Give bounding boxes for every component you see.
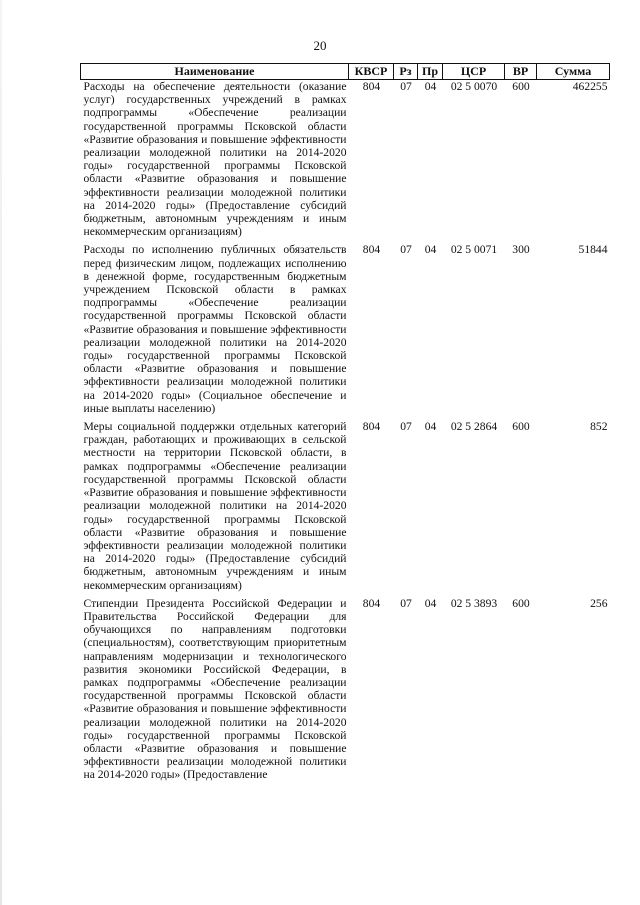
cell-name: Расходы по исполнению публичных обязательств перед физическим лицом, подлежащих исполнению в денежной форме, государственным бюджетным учреждением Псковской области в рамках подпрограммы «Обеспечение реализации государственной программы Псковской области «Развитие образования и повышение эффективности реализации молодежной политики на 2014-2020 годы» государственной программы Псковской области «Развитие образования и повышение эффективности реализации молодежной политики на 2014-2020 годы» (Социальное обеспечение и иные выплаты населению) <box>83 243 347 415</box>
cell-vr: 600 <box>512 420 530 434</box>
cell-vr: 300 <box>512 243 530 257</box>
cell-vr: 600 <box>512 596 530 610</box>
cell-name: Меры социальной поддержки отдельных категорий граждан, работающих и проживающих в сельской местности на территории Псковской области, в рамках подпрограммы «Обеспечение реализации государственной программы Псковской области «Развитие образования и повышение эффективности реализации молодежной политики на 2014-2020 годы» государственной программы Псковской области «Развитие образования и повышение эффективности реализации молодежной политики на 2014-2020 годы» (Предоставление субсидий бюджетным, автономным учреждениям и иным некоммерческим организациям) <box>83 420 347 592</box>
cell-rz: 07 <box>400 596 412 610</box>
cell-kvsr: 804 <box>362 420 381 434</box>
header-name: Наименование <box>81 64 349 80</box>
cell-sum: 256 <box>590 596 608 610</box>
table-row <box>81 243 610 420</box>
cell-sum: 462255 <box>572 80 608 93</box>
cell-vr: 600 <box>512 80 530 93</box>
scan-edge <box>0 0 2 905</box>
table-row <box>81 80 610 244</box>
table-row <box>81 420 610 597</box>
cell-csr: 02 5 0071 <box>450 243 498 257</box>
header-vr: ВР <box>505 64 537 80</box>
cell-csr: 02 5 3893 <box>450 596 498 610</box>
cell-sum: 852 <box>590 420 608 434</box>
header-kvsr: КВСР <box>349 64 394 80</box>
cell-name: Стипендии Президента Российской Федерации и Правительства Российской Федерации для обучающихся по направлениям подготовки (специальностям), соответствующим приоритетным направлениям модернизации и технологического развития экономики Российской Федерации, в рамках подпрограммы «Обеспечение реализации государственной программы Псковской области «Развитие образования и повышение эффективности реализации молодежной политики на 2014-2020 годы» государственной программы Псковской области «Развитие образования и повышение эффективности реализации молодежной политики на 2014-2020 годы» (Предоставление <box>83 596 347 782</box>
page-number: 20 <box>313 38 327 53</box>
table-row <box>81 597 610 787</box>
cell-pr: 04 <box>424 80 437 93</box>
cell-rz: 07 <box>400 243 412 257</box>
cell-pr: 04 <box>424 420 437 434</box>
cell-rz: 07 <box>400 420 412 434</box>
header-sum: Сумма <box>537 64 610 80</box>
cell-csr: 02 5 0070 <box>450 80 498 93</box>
cell-kvsr: 804 <box>362 596 381 610</box>
cell-rz: 07 <box>400 80 412 93</box>
header-rz: Рз <box>394 64 418 80</box>
cell-csr: 02 5 2864 <box>450 420 498 434</box>
cell-kvsr: 804 <box>362 243 381 257</box>
table-header-row <box>81 64 610 80</box>
budget-table <box>80 63 610 787</box>
cell-pr: 04 <box>424 596 437 610</box>
cell-kvsr: 804 <box>362 80 381 93</box>
cell-name: Расходы на обеспечение деятельности (оказание услуг) государственных учреждений в рамках подпрограммы «Обеспечение реализации государственной программы Псковской области «Развитие образования и повышение эффективности реализации молодежной политики на 2014-2020 годы» государственной программы Псковской области «Развитие образования и повышение эффективности реализации молодежной политики на 2014-2020 годы» (Предоставление субсидий бюджетным, автономным учреждениям и иным некоммерческим организациям) <box>83 80 347 239</box>
cell-sum: 51844 <box>578 243 608 257</box>
cell-pr: 04 <box>424 243 437 257</box>
header-csr: ЦСР <box>443 64 505 80</box>
header-pr: Пр <box>418 64 443 80</box>
